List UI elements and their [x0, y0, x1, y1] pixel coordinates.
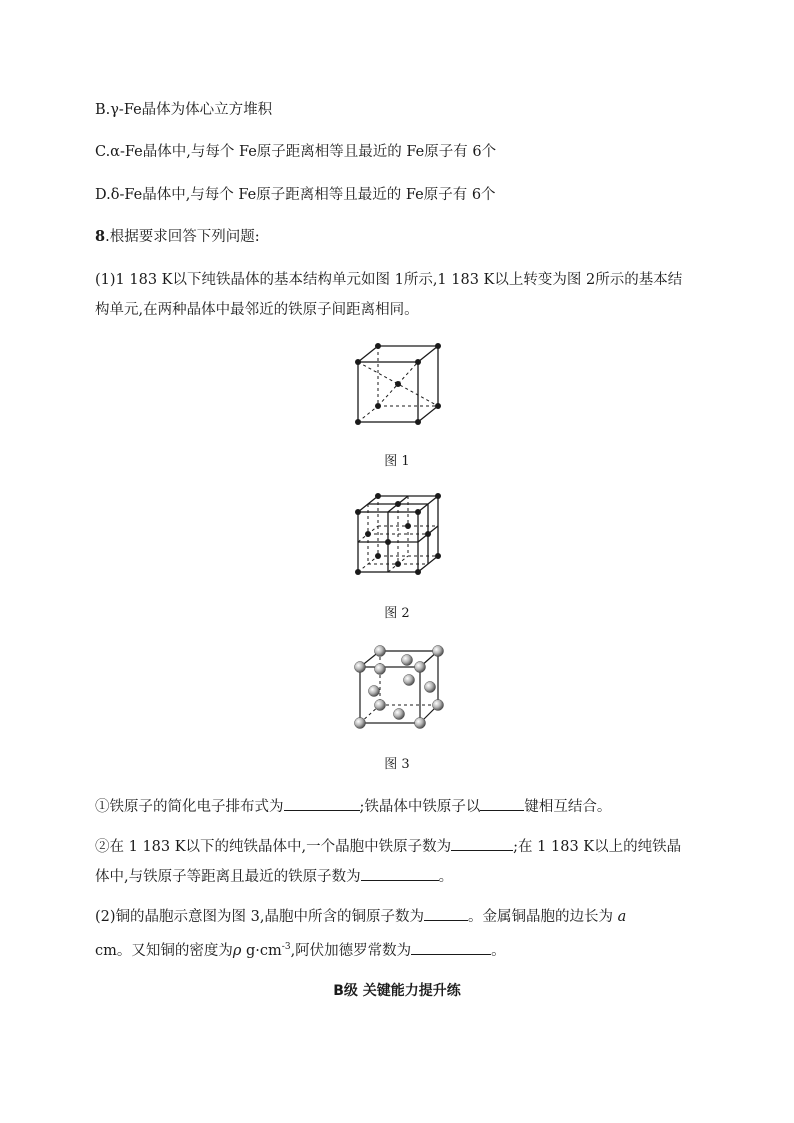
answer-blank-avogadro[interactable]	[411, 939, 491, 955]
part-2-text-c: cm。又知铜的密度为	[95, 942, 233, 959]
question-8-part-2	[95, 902, 695, 966]
part-2-text-a: (2)铜的晶胞示意图为图 3,晶胞中所含的铜原子数为	[95, 909, 424, 925]
figure-2-fcc-cell	[350, 490, 445, 580]
variable-rho: ρ	[232, 942, 242, 959]
answer-blank-atom-count[interactable]	[451, 835, 513, 851]
sub-question-1	[95, 795, 611, 817]
part-2-text-f: 。	[491, 942, 506, 959]
question-8-stem	[95, 227, 260, 247]
question-number: 8	[95, 228, 106, 245]
sub-question-2-text-c: 。	[438, 869, 454, 885]
sub-question-2	[95, 832, 695, 892]
density-unit: g·cm	[246, 942, 282, 959]
figure-2-caption: 图 2	[384, 606, 410, 621]
option-d: D.δ-Fe晶体中,与每个 Fe原子距离相等且最近的 Fe原子有 6个	[95, 187, 496, 203]
figure-1-caption: 图 1	[384, 454, 410, 469]
figure-1-bcc-cell	[350, 340, 445, 430]
answer-blank-bond-type[interactable]	[480, 795, 524, 811]
density-unit-exponent: -3	[281, 942, 291, 952]
variable-a: a	[617, 909, 627, 925]
answer-blank-electron-config[interactable]	[284, 795, 360, 811]
answer-blank-nearest-neighbors[interactable]	[361, 865, 439, 881]
sub-question-2-text-a: ②在 1 183 K以下的纯铁晶体中,一个晶胞中铁原子数为	[95, 839, 452, 855]
option-c: C.α-Fe晶体中,与每个 Fe原子距离相等且最近的 Fe原子有 6个	[95, 144, 497, 160]
question-8-part-1: (1)1 183 K以下纯铁晶体的基本结构单元如图 1所示,1 183 K以上转变为图 2所示的基本结构单元,在两种晶体中最邻近的铁原子间距离相同。	[95, 272, 683, 318]
part-2-text-b: 。金属铜晶胞的边长为	[467, 909, 613, 925]
sub-question-2-text-b: ;在 1 183 K以上的纯铁晶体中,与铁原子等距离且最近的铁原子数为	[95, 839, 682, 885]
figure-3-caption: 图 3	[384, 757, 410, 772]
part-2-text-e: ,阿伏加德罗常数为	[290, 942, 412, 959]
option-b: B.γ-Fe晶体为体心立方堆积	[95, 102, 273, 118]
answer-blank-copper-atoms[interactable]	[424, 905, 468, 921]
figure-3-copper-cell	[350, 643, 448, 733]
sub-question-1-text-b: ;铁晶体中铁原子以	[359, 799, 481, 815]
question-stem-text: .根据要求回答下列问题:	[105, 229, 260, 245]
section-title: B级 关键能力提升练	[333, 983, 461, 999]
sub-question-1-text-a: ①铁原子的简化电子排布式为	[95, 799, 284, 815]
sub-question-1-text-c: 键相互结合。	[524, 799, 612, 815]
